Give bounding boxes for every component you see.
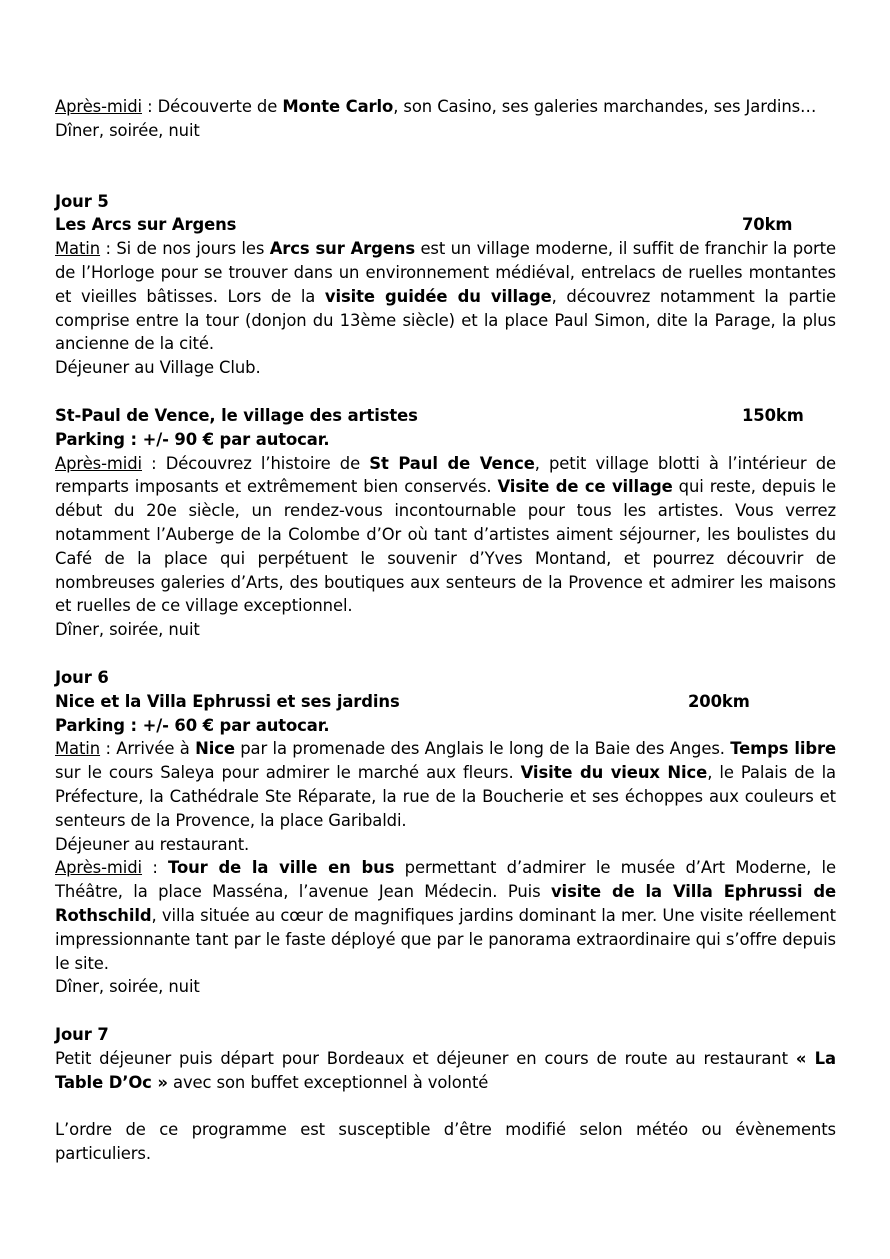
stpaul-afternoon: Après-midi : Découvrez l’histoire de St Paul de Vence, petit village blotti à l’intérieur de remparts imposants et extrêmement bien conservés. Visite de ce village qui reste, depuis le début du 20e siècle, un rendez-vous incontournable pour tous les artistes. Vous verrez notamment l’Auberge de la Colombe d’Or où tant d’artistes aiment séjourner, les boulistes du Café de la place qui perpétuent le souvenir d’Yves Montand, et pourrez découvrir de nombreuses galeries d’Arts, des boutiques aux senteurs de la Provence et admirer les maisons et ruelles de ce village exceptionnel. <box>55 453 836 616</box>
monaco-evening: Dîner, soirée, nuit <box>55 120 200 140</box>
nice-evening: Dîner, soirée, nuit <box>55 977 200 997</box>
nice-lunch: Déjeuner au restaurant. <box>55 834 250 854</box>
stpaul-parking: Parking : +/- 90 € par autocar. <box>55 429 330 449</box>
arcs-distance: 70km <box>742 215 793 235</box>
arcs-heading: Les Arcs sur Argens 70km <box>55 213 836 237</box>
arcs-morning: Matin : Si de nos jours les Arcs sur Argens est un village moderne, il suffit de franchir la porte de l’Horloge pour se trouver dans un environnement médiéval, entrelacs de ruelles montantes et vieilles bâtisses. Lors de la visite guidée du village, découvrez notamment la partie comprise entre la tour (donjon du 13ème siècle) et la place Paul Simon, dite la Parage, la plus ancienne de la cité. <box>55 239 837 354</box>
arcs-lunch: Déjeuner au Village Club. <box>55 358 261 378</box>
day5-title: Jour 5 <box>55 191 109 211</box>
morning-label: Matin <box>55 739 101 759</box>
afternoon-label: Après-midi <box>55 97 143 116</box>
stpaul-heading: St-Paul de Vence, le village des artistes 150km <box>55 404 836 428</box>
nice-heading: Nice et la Villa Ephrussi et ses jardins 200km <box>55 690 836 714</box>
morning-label: Matin <box>55 239 101 259</box>
stpaul-evening: Dîner, soirée, nuit <box>55 620 200 640</box>
day7-text: Petit déjeuner puis départ pour Bordeaux et déjeuner en cours de route au restaurant « La Table D’Oc » avec son buffet exceptionnel à volonté <box>55 1048 836 1092</box>
day6-title: Jour 6 <box>55 667 109 687</box>
program-note: L’ordre de ce programme est susceptible d’être modifié selon météo ou évènements particuliers. <box>55 1120 836 1164</box>
nice-distance: 200km <box>688 691 750 711</box>
monaco-afternoon: Après-midi : Découverte de Monte Carlo, son Casino, ses galeries marchandes, ses Jardins… <box>55 97 817 116</box>
afternoon-label: Après-midi <box>55 858 143 878</box>
stpaul-distance: 150km <box>742 405 804 425</box>
nice-morning: Matin : Arrivée à Nice par la promenade des Anglais le long de la Baie des Anges. Temps libre sur le cours Saleya pour admirer le marché aux fleurs. Visite du vieux Nice, le Palais de la Préfecture, la Cathédrale Ste Réparate, la rue de la Boucherie et ses échoppes aux couleurs et senteurs de la Provence, la place Garibaldi. <box>55 739 836 830</box>
program-page <box>55 95 836 1166</box>
nice-afternoon: Après-midi : Tour de la ville en bus permettant d’admirer le musée d’Art Moderne, le Théâtre, la place Masséna, l’avenue Jean Médecin. Puis visite de la Villa Ephrussi de Rothschild, villa située au cœur de magnifiques jardins dominant la mer. Une visite réellement impressionnante tant par le faste déployé que par le panorama extraordinaire qui s’offre depuis le site. <box>55 858 836 973</box>
day7-title: Jour 7 <box>55 1025 109 1045</box>
afternoon-label: Après-midi <box>55 453 143 473</box>
nice-parking: Parking : +/- 60 € par autocar. <box>55 715 330 735</box>
